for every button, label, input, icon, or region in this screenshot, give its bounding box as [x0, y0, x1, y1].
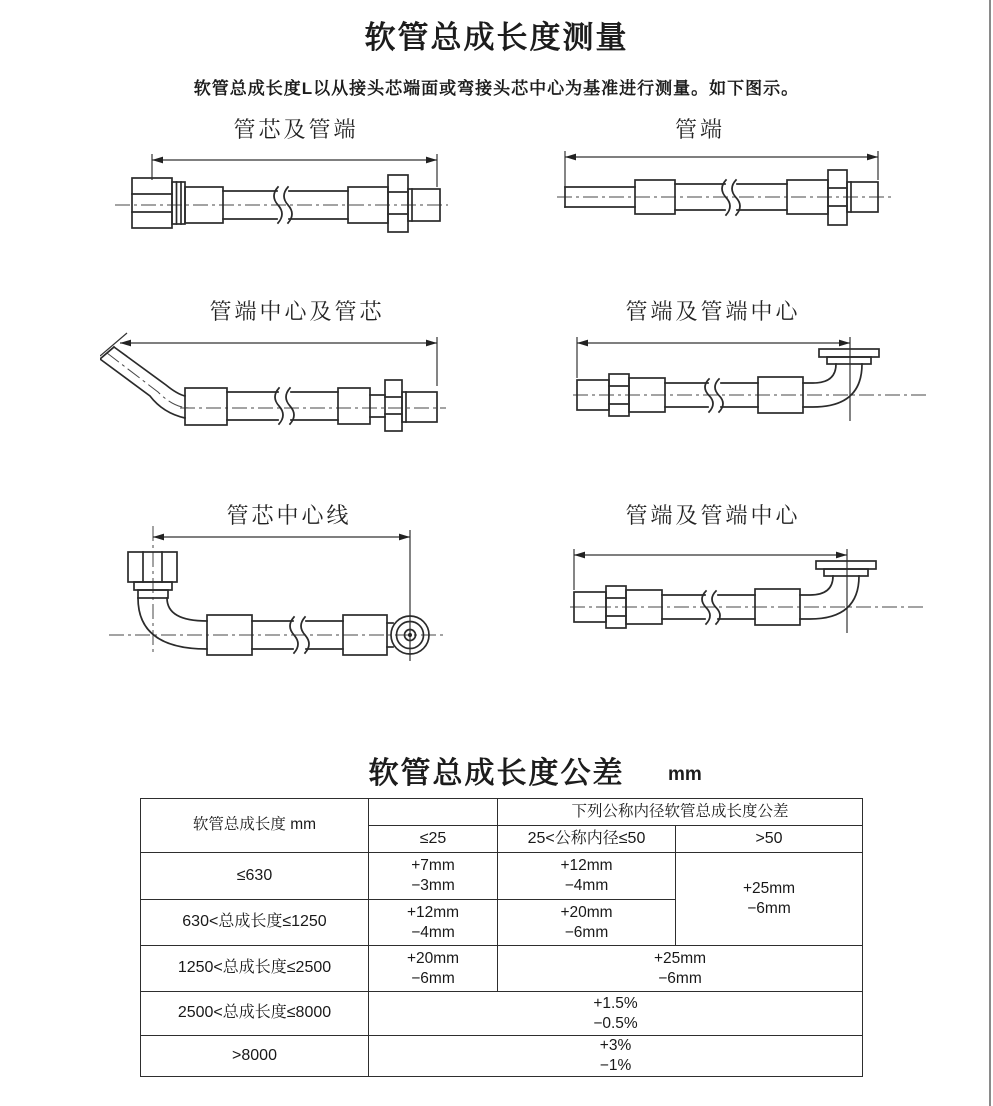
table-row [141, 946, 863, 992]
page-edge-line [989, 0, 991, 1106]
hose-diagram-tube-end [557, 140, 892, 240]
tolerance-cell [498, 853, 676, 900]
diagram-label-e: 管芯中心线 [226, 503, 352, 528]
tolerance-cell [498, 900, 676, 946]
tolerance-minus: −3mm [411, 877, 455, 894]
tolerance-minus: −1% [599, 1057, 632, 1074]
hose-body [577, 349, 879, 416]
range-cell: ≤630 [141, 853, 369, 900]
tolerance-plus: +20mm [406, 949, 460, 967]
tolerance-minus: −6mm [747, 900, 791, 917]
table-row [141, 992, 863, 1036]
hose-diagram-bent-end-and-core [100, 322, 448, 434]
tolerance-plus: +12mm [560, 857, 613, 874]
table-unit: mm [668, 764, 702, 785]
header-empty [369, 799, 498, 826]
tolerance-cell [369, 853, 498, 900]
range-cell: 630<总成长度≤1250 [141, 900, 369, 946]
tolerance-cell [369, 1036, 863, 1077]
tolerance-minus: −0.5% [593, 1014, 638, 1032]
diagram-label-b: 管端 [674, 117, 726, 142]
diagram-label-a: 管芯及管端 [233, 117, 359, 142]
hose-diagram-core-and-end [115, 146, 450, 241]
tolerance-plus: +1.5% [593, 994, 638, 1012]
hose-diagram-end-and-elbow-center-2 [570, 540, 932, 640]
tolerance-cell [369, 946, 498, 992]
dimension [574, 549, 847, 633]
tolerance-cell [369, 992, 863, 1036]
centerline [107, 353, 190, 408]
header-gt50: >50 [676, 826, 863, 853]
header-mid: 25<公称内径≤50 [498, 826, 676, 853]
tolerance-cell [498, 946, 863, 992]
tolerance-cell [676, 853, 863, 946]
tolerance-plus: +12mm [406, 903, 460, 921]
dimension [152, 154, 437, 187]
tolerance-minus: −4mm [411, 923, 455, 941]
range-cell: >8000 [141, 1036, 369, 1077]
dimension [577, 337, 850, 421]
header-length: 软管总成长度 mm [141, 799, 369, 853]
tolerance-table [140, 798, 863, 1077]
tolerance-minus: −6mm [658, 969, 702, 987]
hose-body [128, 552, 429, 655]
hose-diagram-end-and-elbow-center-1 [573, 328, 935, 428]
header-group: 下列公称内径软管总成长度公差 [498, 799, 863, 826]
tolerance-plus: +7mm [411, 857, 455, 874]
dimension [565, 151, 878, 186]
dimension [100, 333, 437, 386]
table-title: 软管总成长度公差 [368, 757, 625, 790]
hose-body [132, 175, 440, 232]
tolerance-cell [369, 900, 498, 946]
tolerance-minus: −6mm [411, 969, 455, 987]
table-row [141, 853, 863, 900]
tolerance-plus: +3% [599, 1037, 632, 1054]
tolerance-plus: +20mm [560, 903, 613, 921]
tolerance-plus: +25mm [653, 949, 707, 967]
diagram-label-f: 管端及管端中心 [625, 503, 801, 528]
tolerance-minus: −6mm [564, 923, 609, 941]
hose-body [574, 561, 876, 628]
tolerance-minus: −4mm [564, 877, 609, 894]
dimension [153, 530, 410, 661]
table-row [141, 1036, 863, 1077]
diagram-label-d: 管端及管端中心 [625, 299, 801, 324]
hose-diagram-core-centerline [105, 520, 450, 665]
tolerance-plus: +25mm [742, 880, 796, 897]
page-title: 软管总成长度测量 [364, 20, 629, 55]
hose-body [100, 347, 437, 431]
range-cell: 1250<总成长度≤2500 [141, 946, 369, 992]
header-le25: ≤25 [369, 826, 498, 853]
diagram-label-c: 管端中心及管芯 [209, 299, 385, 324]
page-subtitle: 软管总成长度L以从接头芯端面或弯接头芯中心为基准进行测量。如下图示。 [193, 79, 800, 98]
range-cell: 2500<总成长度≤8000 [141, 992, 369, 1036]
